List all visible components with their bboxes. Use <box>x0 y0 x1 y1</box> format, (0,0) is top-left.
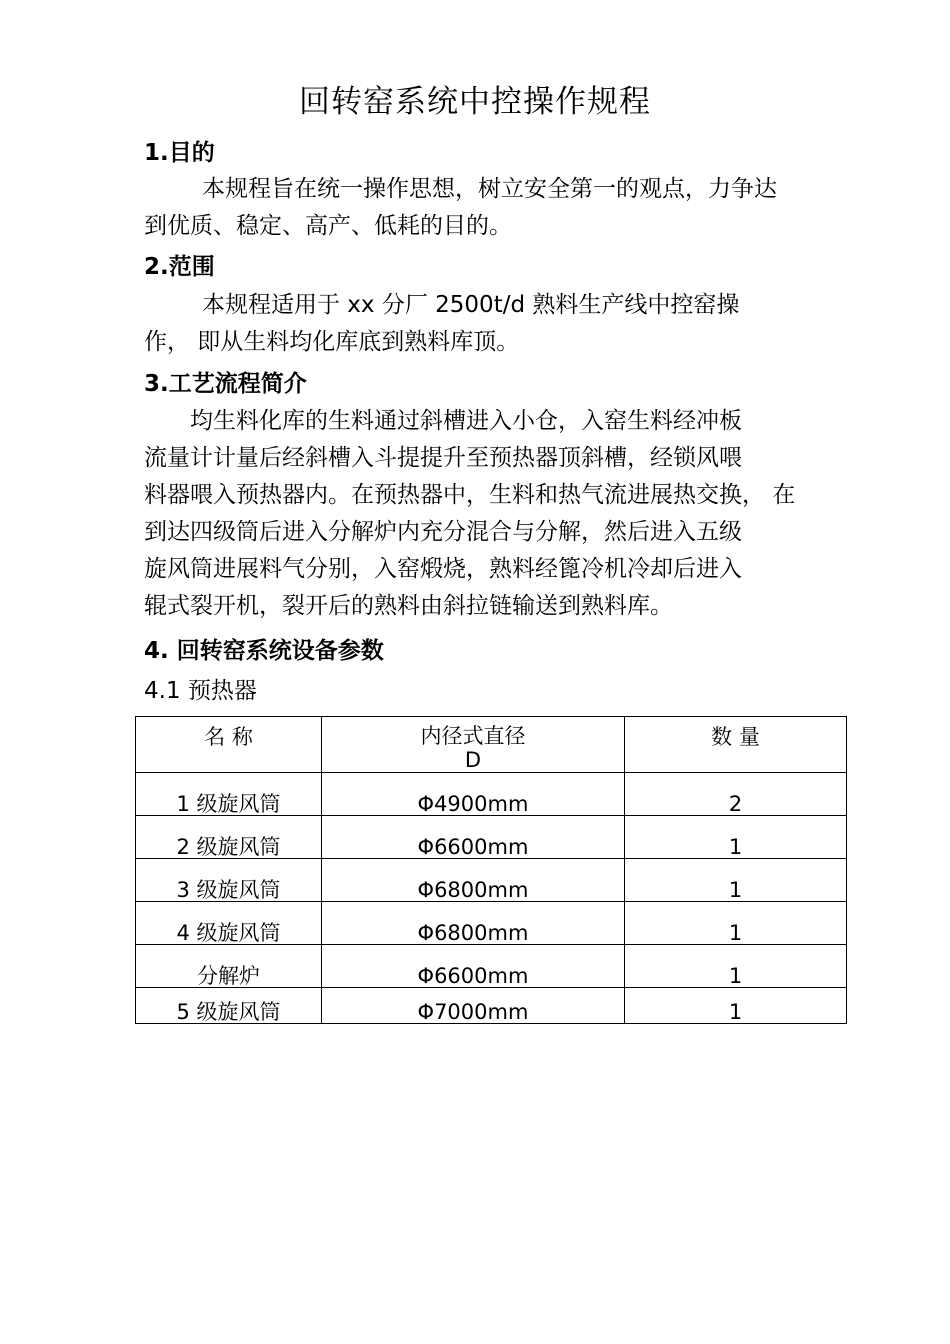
cell-quantity: 1 <box>625 816 847 859</box>
header-diameter <box>322 717 625 773</box>
purpose-line-2: 到优质、稳定、高产、低耗的目的。 <box>144 213 512 239</box>
purpose-line-1: 本规程旨在统一操作思想，树立安全第一的观点，力争达 <box>202 176 777 202</box>
header-diameter-line-1: 内径式直径 <box>420 724 526 748</box>
cell-name: 2 级旋风筒 <box>136 816 322 859</box>
cell-name: 1 级旋风筒 <box>136 773 322 816</box>
cell-diameter: Φ4900mm <box>322 773 625 816</box>
cell-quantity: 1 <box>625 902 847 945</box>
header-quantity: 数 量 <box>625 717 847 773</box>
cell-diameter: Φ6800mm <box>322 902 625 945</box>
cell-quantity: 1 <box>625 945 847 988</box>
cell-name: 分解炉 <box>136 945 322 988</box>
section-heading-scope: 2.范围 <box>144 254 215 280</box>
process-line-2: 流量计计量后经斜槽入斗提提升至预热器顶斜槽，经锁风喂 <box>144 445 742 471</box>
scope-line-1: 本规程适用于 xx 分厂 2500t/d 熟料生产线中控窑操 <box>202 292 740 318</box>
purpose-paragraph <box>144 171 824 245</box>
cell-quantity: 2 <box>625 773 847 816</box>
cell-quantity: 1 <box>625 988 847 1024</box>
scope-paragraph <box>144 287 824 361</box>
process-line-3: 料器喂入预热器内。在预热器中，生料和热气流进展热交换， 在 <box>144 482 796 508</box>
section-heading-process: 3.工艺流程简介 <box>144 371 307 397</box>
cell-name: 4 级旋风筒 <box>136 902 322 945</box>
cell-name: 3 级旋风筒 <box>136 859 322 902</box>
cell-diameter: Φ6600mm <box>322 945 625 988</box>
section-heading-equipment: 4. 回转窑系统设备参数 <box>144 638 384 664</box>
table-row <box>136 945 847 988</box>
process-line-4: 到达四级筒后进入分解炉内充分混合与分解，然后进入五级 <box>144 519 742 545</box>
process-paragraph <box>144 403 824 625</box>
cell-diameter: Φ6600mm <box>322 816 625 859</box>
process-line-6: 辊式裂开机，裂开后的熟料由斜拉链输送到熟料库。 <box>144 593 673 619</box>
subsection-heading-preheater: 4.1 预热器 <box>144 678 257 704</box>
table-row <box>136 773 847 816</box>
table-row <box>136 816 847 859</box>
document-title: 回转窑系统中控操作规程 <box>299 84 651 120</box>
cell-name: 5 级旋风筒 <box>136 988 322 1024</box>
scope-line-2: 作， 即从生料均化库底到熟料库顶。 <box>144 329 520 355</box>
header-diameter-line-2: D <box>464 748 482 772</box>
table-row <box>136 988 847 1024</box>
process-line-5: 旋风筒进展料气分别，入窑煅烧，熟料经篦冷机冷却后进入 <box>144 556 742 582</box>
header-name: 名 称 <box>136 717 322 773</box>
section-heading-purpose: 1.目的 <box>144 140 215 166</box>
table-row <box>136 859 847 902</box>
process-line-1: 均生料化库的生料通过斜槽进入小仓，入窑生料经冲板 <box>190 408 742 434</box>
cell-diameter: Φ7000mm <box>322 988 625 1024</box>
table-header-row <box>136 717 847 773</box>
cell-quantity: 1 <box>625 859 847 902</box>
cell-diameter: Φ6800mm <box>322 859 625 902</box>
preheater-table <box>135 716 847 1024</box>
table-row <box>136 902 847 945</box>
